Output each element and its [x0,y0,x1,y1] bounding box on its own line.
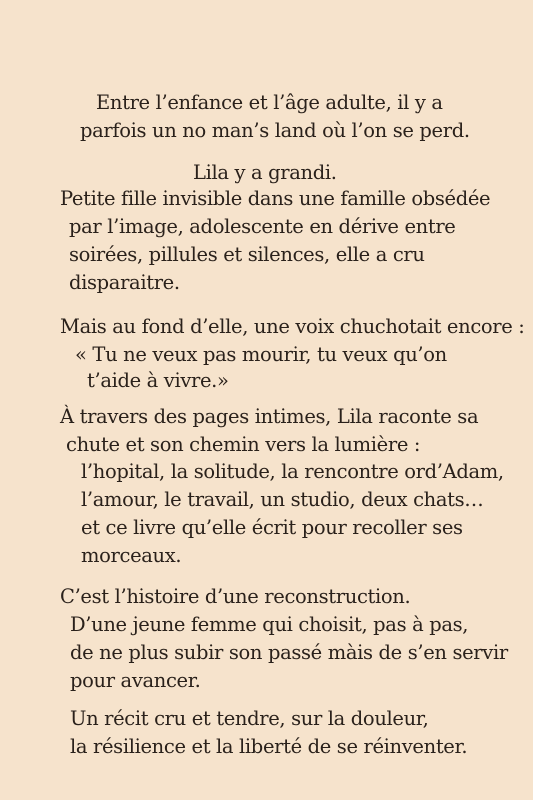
text-line: À travers des pages intimes, Lila raconte sa [60,405,479,428]
text-line: de ne plus subir son passé màis de s’en servir [70,641,508,664]
text-line: par l’image, adolescente en dérive entre [69,215,456,238]
text-line: pour avancer. [70,669,201,692]
text-line: Entre l’enfance et l’âge adulte, il y a [96,91,443,114]
text-line: parfois un no man’s land où l’on se perd. [80,119,470,142]
text-line: Lila y a grandi. [193,161,337,184]
text-line: t’aide à vivre.» [87,369,229,392]
text-line: morceaux. [81,544,182,567]
text-line: soirées, pillules et silences, elle a cru [69,243,425,266]
text-line: l’hopital, la solitude, la rencontre ord’Adam, [81,460,504,483]
text-line: disparaitre. [69,271,180,294]
text-line: Mais au fond d’elle, une voix chuchotait encore : [60,315,525,338]
text-line: et ce livre qu’elle écrit pour recoller ses [81,516,463,539]
text-line: Petite fille invisible dans une famille obsédée [60,187,491,210]
text-line: l’amour, le travail, un studio, deux chats… [81,488,484,511]
text-line: la résilience et la liberté de se réinventer. [70,735,468,758]
text-line: D’une jeune femme qui choisit, pas à pas, [70,613,469,636]
text-line: Un récit cru et tendre, sur la douleur, [70,707,429,730]
text-line: C’est l’histoire d’une reconstruction. [60,585,411,608]
text-line: chute et son chemin vers la lumière : [66,433,421,456]
text-line: « Tu ne veux pas mourir, tu veux qu’on [75,343,447,366]
